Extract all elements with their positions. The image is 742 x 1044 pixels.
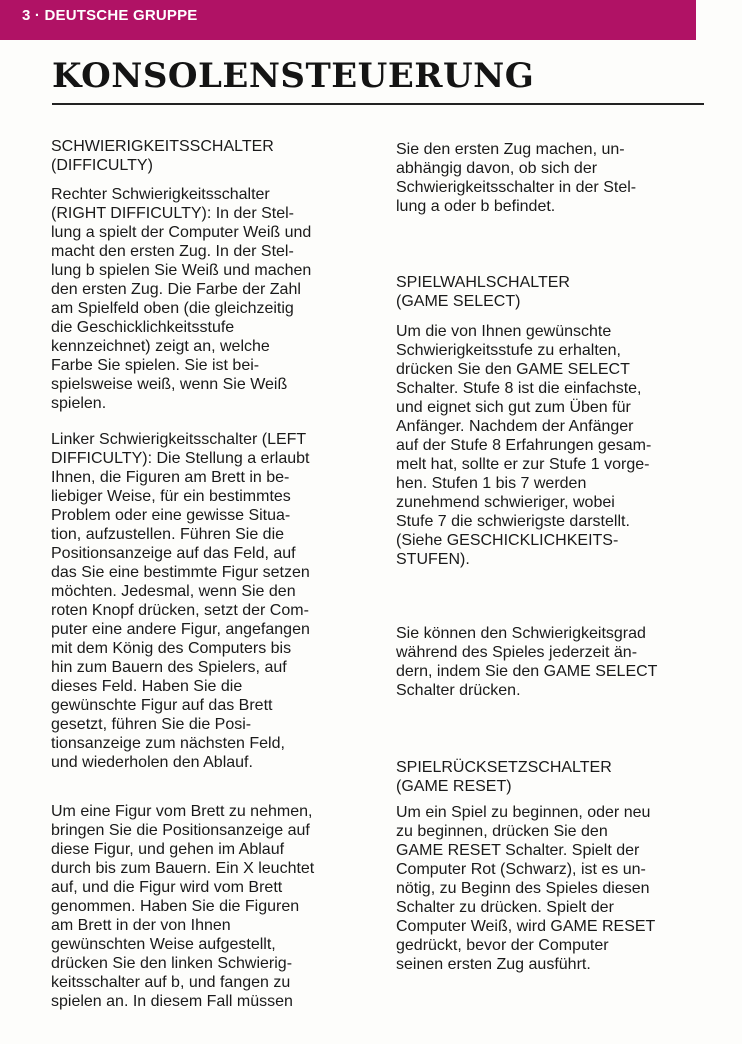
text-line: am Spielfeld oben (die gleichzeitig bbox=[51, 300, 294, 317]
text-line: Um ein Spiel zu beginnen, oder neu bbox=[396, 804, 651, 821]
text-line: Farbe Sie spielen. Sie ist bei- bbox=[51, 357, 260, 374]
text-line: und wiederholen den Ablauf. bbox=[51, 754, 253, 771]
text-line: (Siehe GESCHICKLICHKEITS- bbox=[396, 532, 619, 549]
text-line: spielen an. In diesem Fall müssen bbox=[51, 993, 293, 1010]
text-line: drücken Sie den linken Schwierig- bbox=[51, 955, 293, 972]
text-line: macht den ersten Zug. In der Stel- bbox=[51, 243, 294, 260]
text-line: Sie den ersten Zug machen, un- bbox=[396, 141, 625, 158]
text-line: am Brett in der von Ihnen bbox=[51, 917, 231, 934]
text-line: Um eine Figur vom Brett zu nehmen, bbox=[51, 803, 313, 820]
text-line: hin zum Bauern des Spielers, auf bbox=[51, 659, 287, 676]
change-difficulty-paragraph bbox=[396, 624, 706, 700]
right-difficulty-paragraph: Rechter Schwierigkeitsschalter (RIGHT DIFFICULTY): In der Stel- lung a spielt der Computer Weiß und macht den ersten Zug. In der Stel- lung b spielen Sie Weiß und machen den ersten Zug. Die Farbe der Zahl am Spielfeld oben (die gleichzeitig die Geschicklichkeitsstufe kennzeichnet) zeigt an, welche Farbe Sie spielen. Sie ist bei- spielsweise weiß, wenn Sie Weiß spielen. bbox=[51, 185, 366, 413]
text-line: Schwierigkeitsschalter in der Stel- bbox=[396, 179, 637, 196]
text-line: das Sie eine bestimmte Figur setzen bbox=[51, 564, 310, 581]
text-line: den ersten Zug. Die Farbe der Zahl bbox=[51, 281, 301, 298]
text-line: Sie können den Schwierigkeitsgrad bbox=[396, 625, 646, 642]
text-line: bringen Sie die Positionsanzeige auf bbox=[51, 822, 310, 839]
text-line: möchten. Jedesmal, wenn Sie den bbox=[51, 583, 296, 600]
text-line: nötig, zu Beginn des Spieles diesen bbox=[396, 880, 650, 897]
text-line: keitsschalter auf b, und fangen zu bbox=[51, 974, 291, 991]
text-line: spielen. bbox=[51, 395, 107, 412]
game-select-heading: SPIELWAHLSCHALTER (GAME SELECT) bbox=[396, 274, 570, 310]
remove-piece-paragraph bbox=[51, 802, 366, 1011]
text-line: Computer Rot (Schwarz), ist es un- bbox=[396, 861, 646, 878]
text-line: lung b spielen Sie Weiß und machen bbox=[51, 262, 312, 279]
text-line: und eignet sich gut zum Üben für bbox=[396, 399, 631, 416]
text-line: dern, indem Sie den GAME SELECT bbox=[396, 663, 658, 680]
text-line: Schalter. Stufe 8 ist die einfachste, bbox=[396, 380, 642, 397]
text-line: puter eine andere Figur, angefangen bbox=[51, 621, 310, 638]
text-line: gesetzt, führen Sie die Posi- bbox=[51, 716, 252, 733]
text-line: spielsweise weiß, wenn Sie Weiß bbox=[51, 376, 288, 393]
text-line: genommen. Haben Sie die Figuren bbox=[51, 898, 300, 915]
text-line: während des Spieles jederzeit än- bbox=[396, 644, 638, 661]
text-line: gedrückt, bevor der Computer bbox=[396, 937, 609, 954]
text-line: tion, aufzustellen. Führen Sie die bbox=[51, 526, 285, 543]
text-line: melt hat, sollte er zur Stufe 1 vorge- bbox=[396, 456, 650, 473]
text-line: Schalter drücken. bbox=[396, 682, 521, 699]
text-line: Um die von Ihnen gewünschte bbox=[396, 323, 612, 340]
left-column bbox=[51, 137, 366, 1011]
difficulty-heading: SCHWIERIGKEITSSCHALTER (DIFFICULTY) bbox=[51, 138, 274, 174]
text-line: Computer Weiß, wird GAME RESET bbox=[396, 918, 656, 935]
title-rule bbox=[52, 103, 704, 105]
game-select-paragraph bbox=[396, 322, 706, 569]
left-difficulty-paragraph: Linker Schwierigkeitsschalter (LEFT DIFFICULTY): Die Stellung a erlaubt Ihnen, die Figuren am Brett in be- liebiger Weise, für ein bestimmtes Problem oder eine gewisse Situa- tion, aufzustellen. Führen Sie die Positionsanzeige auf das Feld, auf das Sie eine bestimmte Figur setzen möchten. Jedesmal, wenn Sie den roten Knopf drücken, setzt der Com- puter eine andere Figur, angefangen mit dem König des Computers bis hin zum Bauern des Spielers, auf dieses Feld. Haben Sie die gewünschte Figur auf das Brett gesetzt, führen Sie die Posi- tionsanzeige zum nächsten Feld, und wiederholen den Ablauf. bbox=[51, 430, 366, 772]
left-difficulty-lines bbox=[51, 468, 366, 772]
text-line: mit dem König des Computers bis bbox=[51, 640, 292, 657]
right-column bbox=[396, 140, 706, 974]
game-reset-paragraph bbox=[396, 803, 706, 974]
text-line: hen. Stufen 1 bis 7 werden bbox=[396, 475, 587, 492]
text-line: Positionsanzeige auf das Feld, auf bbox=[51, 545, 296, 562]
text-line: seinen ersten Zug ausführt. bbox=[396, 956, 591, 973]
text-line: gewünschten Weise aufgestellt, bbox=[51, 936, 276, 953]
text-line: auf der Stufe 8 Erfahrungen gesam- bbox=[396, 437, 652, 454]
section-label: 3 · DEUTSCHE GRUPPE bbox=[22, 7, 198, 24]
page-title: KONSOLENSTEUERUNG bbox=[52, 56, 535, 96]
text-line: Schwierigkeitsstufe zu erhalten, bbox=[396, 342, 621, 359]
text-line: Stufe 7 die schwierigste darstellt. bbox=[396, 513, 630, 530]
text-line: diese Figur, und gehen im Ablauf bbox=[51, 841, 285, 858]
text-line: STUFEN). bbox=[396, 551, 470, 568]
text-line: drücken Sie den GAME SELECT bbox=[396, 361, 630, 378]
text-line: zunehmend schwieriger, wobei bbox=[396, 494, 615, 511]
text-line: auf, und die Figur wird vom Brett bbox=[51, 879, 283, 896]
text-line: zu beginnen, drücken Sie den bbox=[396, 823, 608, 840]
text-line: Schalter zu drücken. Spielt der bbox=[396, 899, 614, 916]
text-line: lung a spielt der Computer Weiß und bbox=[51, 224, 312, 241]
text-line: Ihnen, die Figuren am Brett in be- bbox=[51, 469, 290, 486]
section-header-bar bbox=[0, 0, 696, 40]
text-line: Problem oder eine gewisse Situa- bbox=[51, 507, 291, 524]
continue-paragraph bbox=[396, 140, 706, 216]
text-line: die Geschicklichkeitsstufe bbox=[51, 319, 235, 336]
text-line: GAME RESET Schalter. Spielt der bbox=[396, 842, 640, 859]
text-line: gewünschte Figur auf das Brett bbox=[51, 697, 273, 714]
text-line: kennzeichnet) zeigt an, welche bbox=[51, 338, 270, 355]
text-line: liebiger Weise, für ein bestimmtes bbox=[51, 488, 291, 505]
text-line: durch bis zum Bauern. Ein X leuchtet bbox=[51, 860, 315, 877]
text-line: dieses Feld. Haben Sie die bbox=[51, 678, 243, 695]
text-line: roten Knopf drücken, setzt der Com- bbox=[51, 602, 309, 619]
right-difficulty-lines bbox=[51, 223, 366, 413]
text-line: abhängig davon, ob sich der bbox=[396, 160, 598, 177]
text-line: Anfänger. Nachdem der Anfänger bbox=[396, 418, 634, 435]
text-line: lung a oder b befindet. bbox=[396, 198, 556, 215]
game-reset-heading: SPIELRÜCKSETZSCHALTER (GAME RESET) bbox=[396, 759, 612, 795]
text-line: tionsanzeige zum nächsten Feld, bbox=[51, 735, 285, 752]
